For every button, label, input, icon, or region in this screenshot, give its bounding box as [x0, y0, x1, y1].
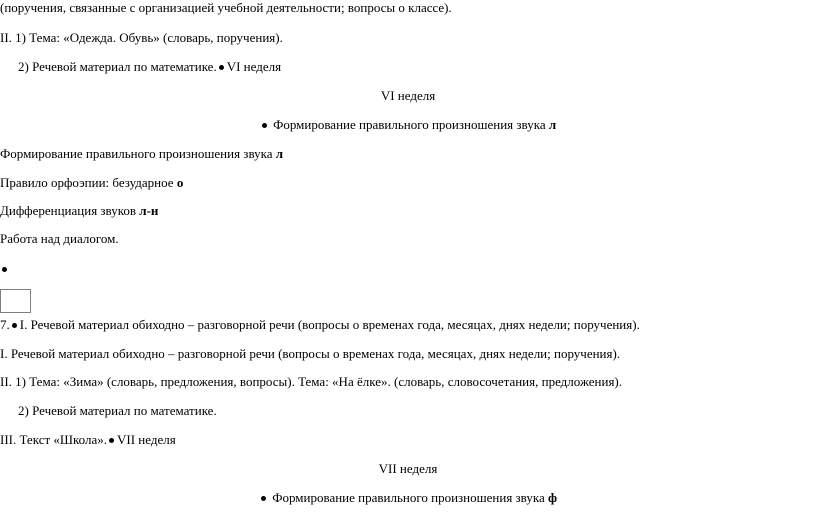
line-text: Дифференциация звуков — [0, 203, 137, 218]
text-line-1 — [0, 0, 452, 16]
line-text: Формирование правильного произношения звука — [0, 146, 273, 161]
empty-box — [0, 289, 31, 313]
line-text: II. 1) Тема: «Зима» (словарь, предложения, вопросы). Тема: «На ёлке». (словарь, словосочетания, предложения). — [0, 374, 623, 389]
bullet-icon — [12, 323, 17, 328]
sound-letter: л — [548, 117, 557, 132]
text-line-2 — [0, 30, 283, 46]
week-heading-vii — [0, 461, 816, 477]
line-text: II. 1) Тема: «Одежда. Обувь» (словарь, поручения). — [0, 30, 283, 45]
sound-letter: ф — [548, 490, 558, 505]
heading-text: VI неделя — [380, 88, 436, 103]
line-text: Формирование правильного произношения звука — [272, 490, 545, 505]
text-line-3 — [18, 59, 281, 75]
line-text: 2) Речевой материал по математике. — [18, 403, 217, 418]
week-heading-vi — [0, 88, 816, 104]
line-text: 7. — [0, 317, 10, 332]
text-line-7 — [0, 317, 640, 333]
bullet-icon — [262, 123, 267, 128]
line-text: I. Речевой материал обиходно – разговорной речи (вопросы о временах года, месяцах, днях недели; поручения). — [0, 346, 621, 361]
line-text: Работа над диалогом. — [0, 231, 119, 246]
text-line-math — [18, 403, 217, 419]
line-text: I. Речевой материал обиходно – разговорной речи (вопросы о временах года, месяцах, днях недели; поручения). — [19, 317, 640, 332]
line-text: Формирование правильного произношения звука — [273, 117, 546, 132]
sound-letter: л — [275, 146, 284, 161]
text-line-sound-l — [0, 146, 283, 162]
line-text: VI неделя — [226, 59, 282, 74]
bullet-line-sound-l — [0, 117, 816, 133]
line-text: VII неделя — [117, 432, 176, 447]
bullet-line-sound-f — [0, 490, 816, 506]
bullet-icon — [219, 65, 224, 70]
line-text: III. Текст «Школа». — [0, 432, 108, 447]
sound-letter: л-н — [139, 203, 159, 218]
bullet-standalone — [0, 261, 10, 277]
heading-text: VII неделя — [378, 461, 438, 476]
sound-letter: о — [176, 175, 184, 190]
text-line-orthoepy — [0, 175, 183, 191]
bullet-icon — [109, 438, 114, 443]
text-line-differentiation — [0, 203, 158, 219]
text-line-winter — [0, 374, 622, 390]
bullet-icon — [261, 496, 266, 501]
line-text: (поручения, связанные с организацией учебной деятельности; вопросы о классе). — [0, 0, 452, 15]
line-text: Правило орфоэпии: безударное — [0, 175, 174, 190]
text-line-speech — [0, 346, 620, 362]
text-line-dialogue — [0, 231, 119, 247]
text-line-school — [0, 432, 176, 448]
line-text: 2) Речевой материал по математике. — [18, 59, 217, 74]
bullet-icon — [2, 267, 7, 272]
